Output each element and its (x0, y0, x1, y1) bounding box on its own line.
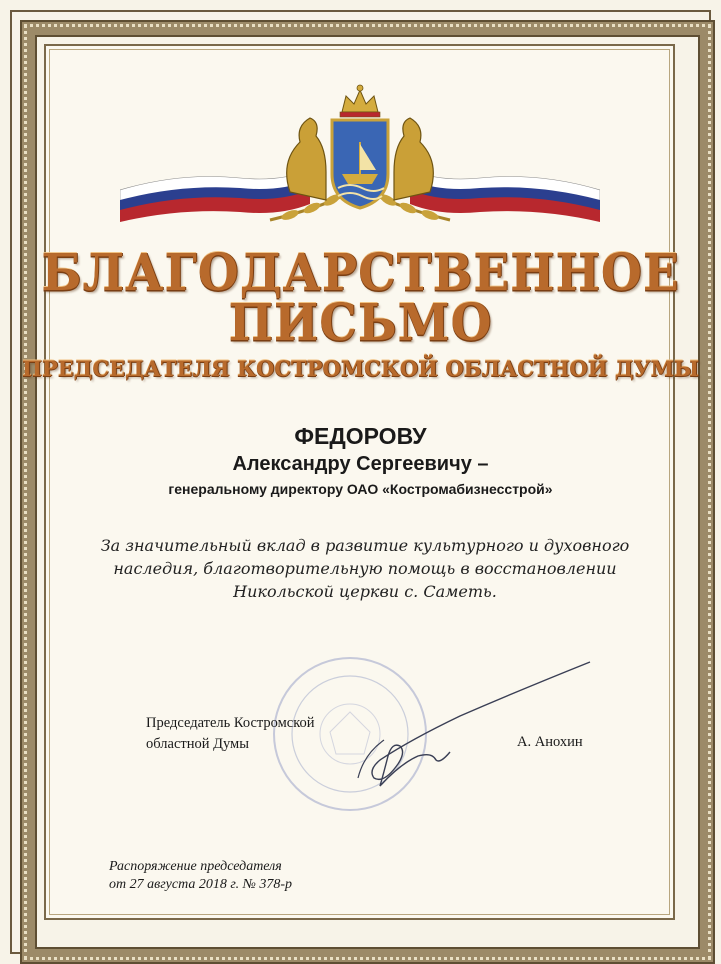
document-title: БЛАГОДАРСТВЕННОЕ (41, 243, 680, 304)
order-reference-line: от 27 августа 2018 г. № 378-р (109, 877, 292, 892)
order-reference-line: Распоряжение председателя (109, 859, 282, 874)
recipient-surname: ФЕДОРОВУ (294, 423, 427, 449)
signatory-title (146, 713, 315, 755)
award-reason-line: Никольской церкви с. Саметь. (233, 582, 497, 601)
order-reference (109, 858, 292, 894)
recipient-name: Александру Сергеевичу – (232, 453, 489, 475)
signatory-name: А. Анохин (517, 734, 583, 750)
award-reason-line: наследия, благотворительную помощь в восстановлении (113, 559, 617, 578)
document-subtitle: ПРЕДСЕДАТЕЛЯ КОСТРОМСКОЙ ОБЛАСТНОЙ ДУМЫ (22, 356, 699, 381)
award-reason (100, 534, 630, 603)
signatory-title-line: Председатель Костромской (146, 715, 315, 731)
award-reason-line: За значительный вклад в развитие культурного и духовного (100, 536, 630, 555)
coat-of-arms-emblem (120, 82, 600, 232)
signatory-title-line: областной Думы (146, 736, 249, 752)
signature-icon (340, 660, 600, 800)
recipient-position: генеральному директору ОАО «Костромабизнесстрой» (168, 481, 553, 497)
document-title-line2: ПИСЬМО (228, 293, 493, 354)
